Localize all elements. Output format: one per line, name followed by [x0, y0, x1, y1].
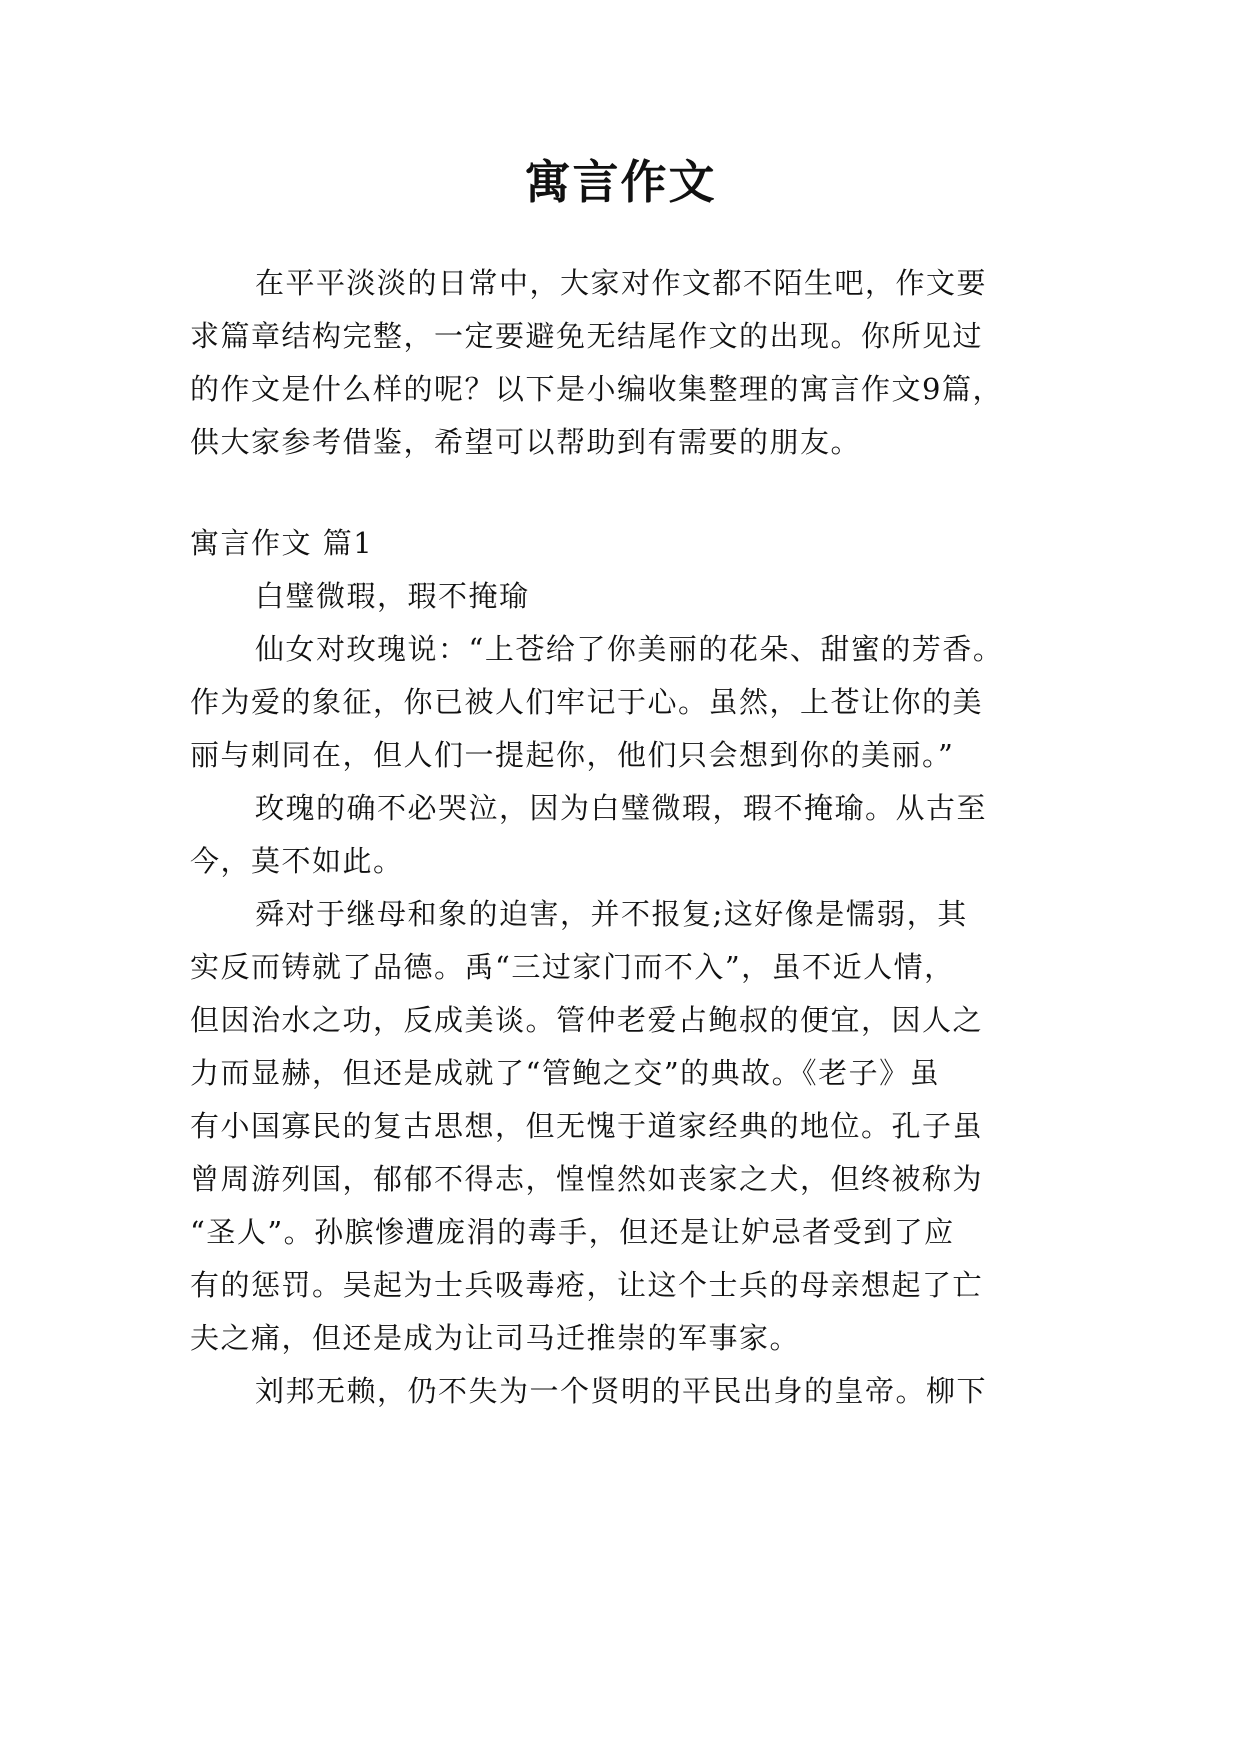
section-heading: 寓言作文 篇1	[190, 526, 374, 560]
intro-line: 的作文是什么样的呢？以下是小编收集整理的寓言作文9篇，	[190, 372, 1003, 406]
paragraph-line: 今，莫不如此。	[190, 844, 404, 878]
intro-line: 在平平淡淡的日常中，大家对作文都不陌生吧，作文要	[255, 266, 988, 300]
paragraph-line: 曾周游列国，郁郁不得志，惶惶然如丧家之犬，但终被称为	[190, 1162, 984, 1196]
paragraph-line: 力而显赫，但还是成就了“管鲍之交”的典故。《老子》虽	[190, 1056, 941, 1090]
intro-line: 求篇章结构完整，一定要避免无结尾作文的出现。你所见过	[190, 319, 984, 353]
paragraph-line: 仙女对玫瑰说：“上苍给了你美丽的花朵、甜蜜的芳香。	[255, 632, 1004, 666]
paragraph-line: 有小国寡民的复古思想，但无愧于道家经典的地位。孔子虽	[190, 1109, 984, 1143]
paragraph-line: 玫瑰的确不必哭泣，因为白璧微瑕，瑕不掩瑜。从古至	[255, 791, 988, 825]
essay-title: 白璧微瑕，瑕不掩瑜	[255, 579, 530, 613]
paragraph-line: 丽与刺同在，但人们一提起你，他们只会想到你的美丽。”	[190, 738, 955, 772]
paragraph-line: 但因治水之功，反成美谈。管仲老爱占鲍叔的便宜，因人之	[190, 1003, 984, 1037]
paragraph-line: 作为爱的象征，你已被人们牢记于心。虽然，上苍让你的美	[190, 685, 984, 719]
page-title: 寓言作文	[524, 155, 717, 209]
paragraph-line: 有的惩罚。吴起为士兵吸毒疮，让这个士兵的母亲想起了亡	[190, 1268, 984, 1302]
paragraph-line: 夫之痛，但还是成为让司马迁推崇的军事家。	[190, 1321, 801, 1355]
paragraph-line: “圣人”。孙膑惨遭庞涓的毒手，但还是让妒忌者受到了应	[190, 1215, 955, 1249]
intro-line: 供大家参考借鉴，希望可以帮助到有需要的朋友。	[190, 425, 862, 459]
paragraph-line: 舜对于继母和象的迫害，并不报复;这好像是懦弱，其	[255, 897, 968, 931]
paragraph-line: 实反而铸就了品德。禹“三过家门而不入”，虽不近人情，	[190, 950, 955, 984]
paragraph-line: 刘邦无赖，仍不失为一个贤明的平民出身的皇帝。柳下	[255, 1374, 988, 1408]
